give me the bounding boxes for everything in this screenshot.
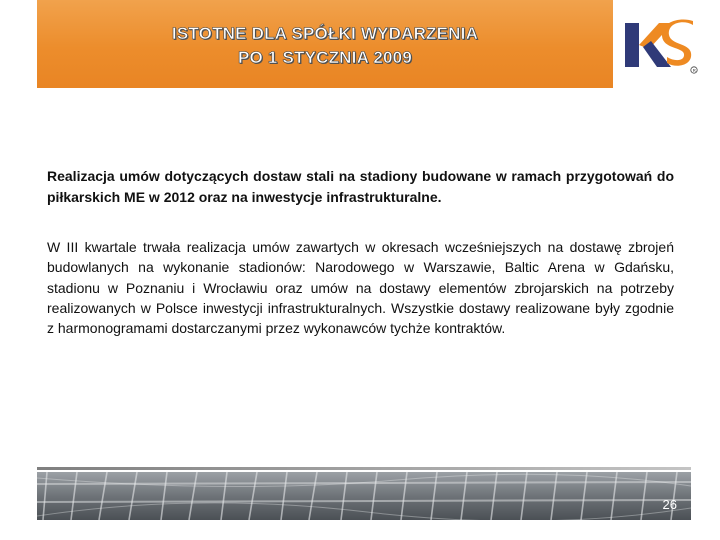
rebar-cage-image [37, 472, 691, 520]
ks-logo-icon [623, 15, 699, 77]
page-title [37, 22, 613, 70]
page-number: 26 [662, 497, 677, 512]
title-line-2: PO 1 STYCZNIA 2009 [238, 48, 412, 67]
header-underline [37, 87, 613, 88]
title-line-1: ISTOTNE DLA SPÓŁKI WYDARZENIA [171, 24, 479, 43]
lead-paragraph: Realizacja umów dotyczących dostaw stali na stadiony budowane w ramach przygotowań do piłkarskich ME w 2012 oraz na inwestycje infrastrukturalne. [47, 168, 674, 205]
footer-divider [37, 467, 691, 470]
header-band [37, 0, 613, 87]
body-paragraph: W III kwartale trwała realizacja umów zawartych w okresach wcześniejszych na dostawę zbrojeń budowlanych na wykonanie stadionów: Narodowego w Warszawie, Baltic Arena w Gdańsku, stadionu w Poznaniu i Wrocławiu oraz umów na dostawy elementów zbrojarskich na potrzeby realizowanych w Polsce inwestycji infrastrukturalnych. Wszystkie dostawy realizowane były zgodnie z harmonogramami dostarczanymi przez wykonawców tychże kontraktów. [47, 239, 674, 337]
svg-text:R: R [692, 67, 696, 73]
